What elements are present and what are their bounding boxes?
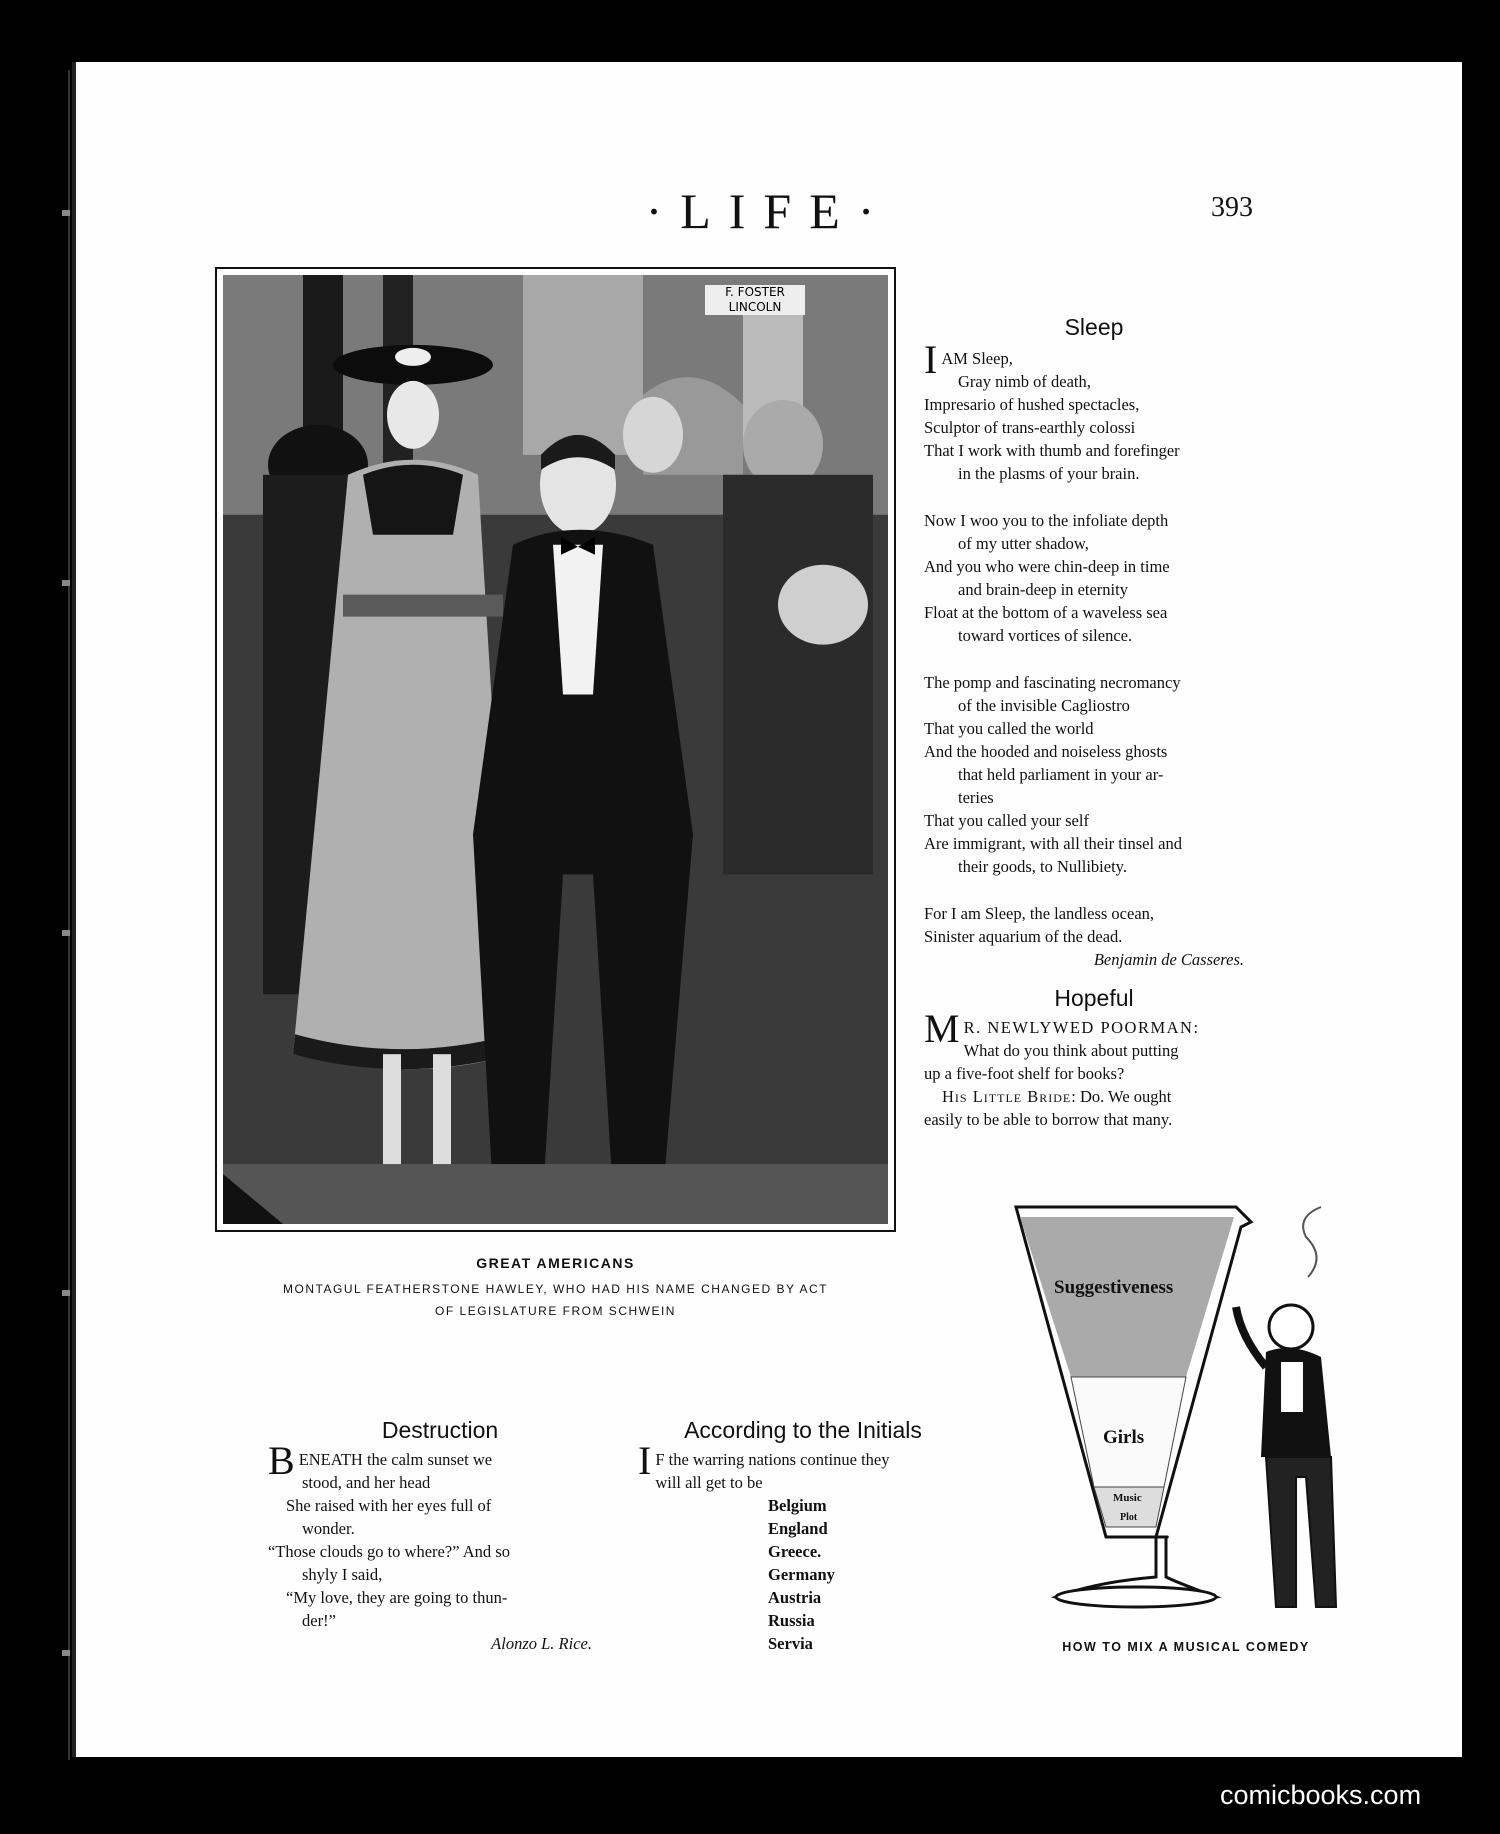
hopeful-title: Hopeful: [1054, 985, 1134, 1011]
illustration-frame: [215, 267, 896, 1232]
list-item: Russia: [768, 1611, 815, 1630]
spine-mark: [62, 580, 70, 586]
masthead: ·LIFE·: [645, 183, 893, 239]
destruction-author: Alonzo L. Rice.: [491, 1634, 592, 1653]
dropcap: I: [638, 1438, 652, 1483]
girls-label: Girls: [1103, 1427, 1145, 1448]
suggestiveness-label: Suggestiveness: [1054, 1277, 1174, 1298]
nations-list: [638, 1494, 968, 1655]
artist-signature: F. FOSTER LINCOLN: [705, 285, 805, 315]
dropcap: M: [924, 1006, 960, 1051]
list-item: Germany: [768, 1565, 835, 1584]
spine-mark: [62, 930, 70, 936]
plot-label: Plot: [1120, 1512, 1138, 1523]
list-item: Greece.: [768, 1542, 822, 1561]
dropcap: B: [268, 1438, 295, 1483]
illustration-caption-title: GREAT AMERICANS: [476, 1255, 635, 1271]
initials-title: According to the Initials: [684, 1417, 922, 1443]
page-number: 393: [1211, 192, 1253, 223]
list-item: Austria: [768, 1588, 822, 1607]
right-column: [924, 314, 1264, 1131]
spine-mark: [62, 210, 70, 216]
music-label: Music: [1113, 1492, 1142, 1504]
spine-mark: [62, 1290, 70, 1296]
list-item: Belgium: [768, 1496, 827, 1515]
magazine-page: [72, 62, 1462, 1757]
spine-mark: [62, 1650, 70, 1656]
initials-poem: According to the Initials I F the warring nations continue they will all get to be Belgium England Greece. Germany Austria Russia Servia: [638, 1417, 968, 1655]
sleep-author: Benjamin de Casseres.: [1093, 950, 1244, 969]
watermark: comicbooks.com: [1220, 1780, 1422, 1810]
dropcap: I: [924, 337, 938, 382]
sleep-poem: I AM Sleep, Gray nimb of death, Impresario of hushed spectacles, Sculptor of trans-earthly colossi That I work with thumb and forefinger in the plasms of your brain. Now I woo you to the infoliate depth of my utter shadow, And you who were chin-deep in time and brain-deep in eternity Float at the bottom of a waveless sea toward vortices of silence. The pomp and fascinating necromancy of the invisible Cagliostro That you called the world And the hooded and noiseless ghosts that held parliament in your ar- teries That you called your self Are immigrant, with all their tinsel and their goods, to Nullibiety. For I am Sleep, the landless ocean, Sinister aquarium of the dead. Benjamin de Casseres.: [924, 347, 1264, 971]
illustration-caption: MONTAGUL FEATHERSTONE HAWLEY, WHO HAD HIS NAME CHANGED BY ACT OF LEGISLATURE FROM SCHWEIN: [283, 1282, 828, 1318]
hopeful-text: M R. NEWLYWED POORMAN: What do you think about putting up a five-foot shelf for books? His Little Bride: Do. We ought easily to be able to borrow that many.: [924, 1006, 1200, 1129]
list-item: England: [768, 1519, 828, 1538]
page-binding: [60, 70, 70, 1760]
sleep-title: Sleep: [1064, 314, 1124, 340]
destruction-title: Destruction: [381, 1417, 499, 1443]
musical-comedy-cartoon: [996, 1187, 1376, 1642]
cartoon-caption: HOW TO MIX A MUSICAL COMEDY: [1062, 1640, 1310, 1654]
great-americans-illustration: [223, 275, 888, 1224]
destruction-poem: Destruction B ENEATH the calm sunset we stood, and her head She raised with her eyes full of wonder. “Those clouds go to where?” And so shyly I said, “My love, they are going to thun- der!” Alonzo L. Rice.: [268, 1417, 612, 1655]
list-item: Servia: [768, 1634, 813, 1653]
